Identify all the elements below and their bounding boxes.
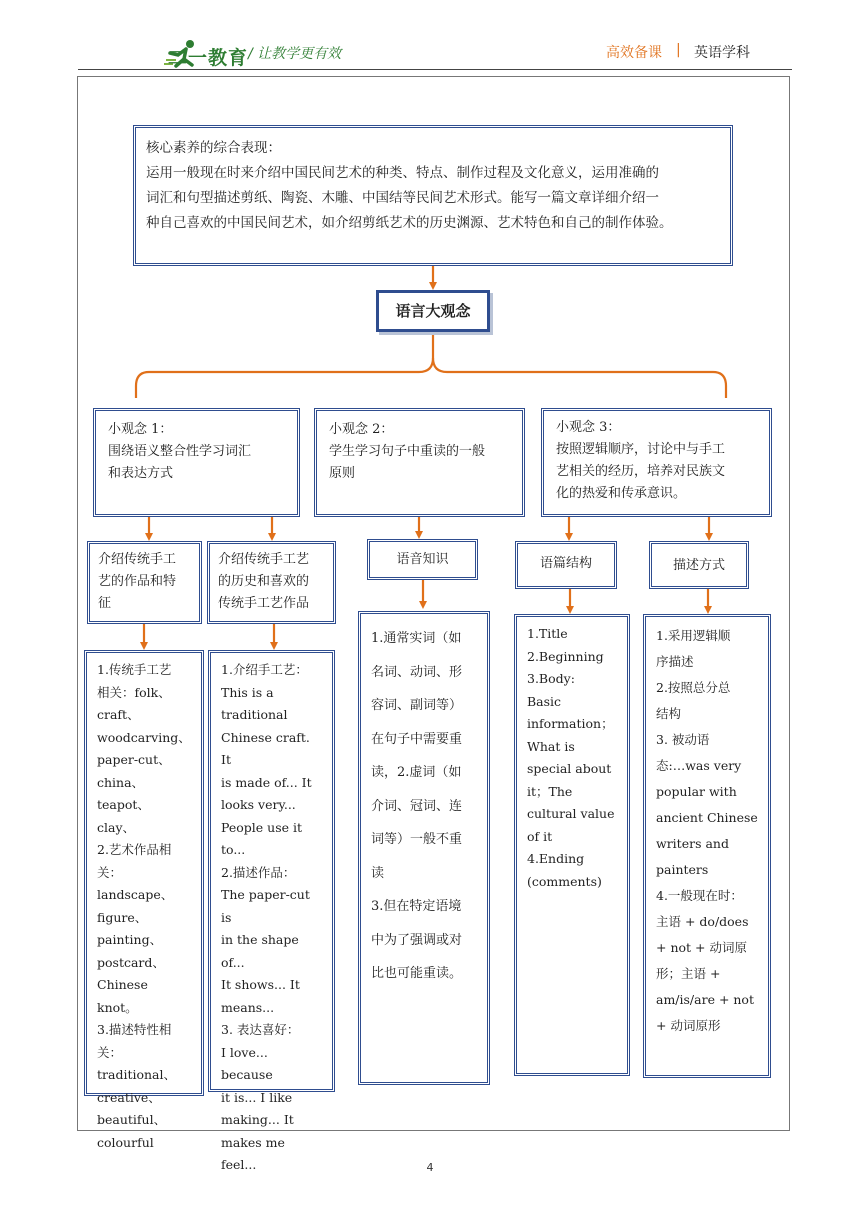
detail-stress-rules [358, 611, 490, 1085]
detail-line: painting、 [97, 932, 163, 947]
header-subject-label: 英语学科 [694, 45, 750, 61]
detail-description-methods [643, 614, 771, 1078]
category-line: 的历史和喜欢的 [218, 574, 310, 589]
detail-line: The paper-cut is [221, 887, 310, 925]
detail-line: is made of... It [221, 774, 312, 790]
category-line: 介绍传统手工艺 [218, 552, 310, 567]
detail-line: postcard、 [97, 954, 165, 970]
detail-line: 1.采用逻辑顺 [656, 628, 731, 643]
detail-line: It shows... It [221, 977, 300, 992]
sub-idea-1 [93, 408, 300, 517]
core-line-3: 种自己喜欢的中国民间艺术，如介绍剪纸艺术的历史渊源、艺术特色和自己的制作体验。 [146, 215, 673, 231]
detail-line: 1.传统手工艺 [97, 662, 172, 677]
category-line: 语篇结构 [539, 556, 592, 571]
category-line: 征 [98, 596, 112, 611]
detail-line: 3. 被动语 [656, 732, 710, 747]
detail-line: 在句子中需要重 [371, 731, 463, 747]
detail-line: 1.Title [527, 626, 568, 641]
detail-line: 相关：folk、 [97, 684, 171, 700]
detail-line: writers and [656, 836, 729, 851]
detail-line: 2.Beginning [527, 648, 604, 664]
detail-line: paper-cut、 [97, 752, 171, 767]
brand-name: 二一教育 [168, 47, 249, 69]
category-line: 传统手工艺作品 [218, 596, 310, 611]
sub-idea-2 [314, 408, 525, 517]
detail-line: it；The [527, 783, 573, 799]
core-line-1: 运用一般现在时来介绍中国民间艺术的种类、特点、制作过程及文化意义，运用准确的 [146, 165, 659, 181]
detail-line: 读，2.虚词（如 [371, 765, 462, 780]
detail-line: This is a [221, 684, 274, 700]
detail-line: 名词、动词、形 [371, 664, 463, 680]
detail-line: 1.通常实词（如 [371, 631, 462, 646]
detail-line: 词等）一般不重 [371, 832, 463, 847]
category-line: 描述方式 [672, 558, 725, 573]
brand-slogan: / 让教学更有效 [248, 46, 342, 62]
detail-line: 主语 + do/does [656, 914, 749, 929]
sub-idea-2-line: 学生学习句子中重读的一般 [329, 444, 486, 459]
detail-line: I love... because [221, 1044, 273, 1082]
detail-line: of it [527, 828, 553, 844]
sub-idea-2-line: 小观念 2： [329, 422, 394, 437]
detail-line: 态:…was very [656, 758, 742, 773]
detail-line: 2.描述作品： [221, 864, 296, 880]
detail-line: popular with [656, 784, 737, 799]
brace-right [433, 358, 726, 398]
category-line: 语音知识 [396, 552, 449, 567]
category-phonetics [367, 539, 478, 580]
detail-line: ancient Chinese [656, 810, 758, 825]
detail-line: 读 [371, 865, 385, 881]
detail-line: clay、 [97, 819, 136, 835]
sub-idea-3-line: 艺相关的经历，培养对民族文 [556, 464, 726, 479]
detail-line: 容词、副词等） [371, 698, 463, 713]
detail-line: 4.Ending [527, 851, 585, 866]
detail-line: 2.艺术作品相 [97, 842, 172, 857]
category-description-method [649, 541, 749, 589]
core-literacy-box [133, 125, 733, 266]
detail-vocabulary [84, 650, 204, 1150]
detail-line: Chinese craft. It [221, 729, 310, 767]
brace-left [136, 334, 433, 398]
sub-idea-1-line: 和表达方式 [108, 466, 174, 481]
category-line: 介绍传统手工 [98, 552, 177, 567]
detail-line: 比也可能重读。 [371, 966, 463, 981]
detail-line: 介词、冠词、连 [371, 798, 463, 814]
detail-line: it is... I like [221, 1089, 293, 1105]
detail-line: in the shape of... [221, 932, 299, 970]
detail-line: cultural value [527, 806, 615, 821]
detail-line: figure、 [97, 909, 148, 925]
detail-line: + 动词原形 [656, 1018, 721, 1033]
category-text-structure [515, 541, 617, 589]
sub-idea-3-line: 化的热爱和传承意识。 [556, 486, 687, 501]
detail-line: 4.一般现在时： [656, 888, 743, 903]
detail-line: 中为了强调或对 [371, 932, 463, 948]
detail-line: 2.按照总分总 [656, 680, 731, 695]
detail-line: What is [527, 738, 575, 754]
header-prep-label: 高效备课 [606, 45, 662, 61]
detail-line: china、teapot、 [97, 774, 150, 812]
detail-line: People use it [221, 819, 302, 835]
detail-line: 序描述 [656, 654, 694, 669]
detail-line: making... It [221, 1112, 294, 1127]
detail-text-structure [514, 614, 630, 1076]
category-line: 艺的作品和特 [98, 574, 177, 589]
core-line-2: 词汇和句型描述剪纸、陶瓷、木雕、中国结等民间艺术形式。能写一篇文章详细介绍一 [146, 190, 659, 206]
detail-line: 1.介绍手工艺： [221, 662, 308, 677]
detail-line: beautiful、 [97, 1112, 167, 1127]
sub-idea-2-line: 原则 [329, 466, 356, 481]
detail-line: means... [221, 999, 275, 1015]
detail-line: special about [527, 761, 612, 776]
detail-line: 结构 [656, 706, 682, 721]
detail-line: woodcarving、 [97, 729, 191, 745]
big-idea-box: 语言大观念 [376, 290, 490, 332]
sub-idea-1-line: 围绕语义整合性学习词汇 [108, 444, 252, 459]
header-separator: | [676, 42, 681, 58]
detail-line: (comments) [527, 873, 602, 889]
detail-line: 关：traditional、 [97, 1044, 176, 1082]
detail-line: Chinese knot。 [97, 977, 148, 1015]
detail-line: makes me feel... [221, 1134, 285, 1172]
category-history-favorites [207, 541, 336, 624]
detail-line: am/is/are + not [656, 992, 754, 1007]
sub-idea-3 [541, 408, 772, 517]
page-number: 4 [426, 1161, 434, 1174]
sub-idea-1-line: 小观念 1： [108, 422, 173, 437]
detail-line: painters [656, 862, 709, 877]
detail-line: colourful [97, 1134, 154, 1150]
detail-line: creative、 [97, 1089, 161, 1105]
sub-idea-3-line: 小观念 3： [556, 420, 621, 435]
detail-line: 形；主语 + [656, 966, 721, 981]
category-works-features [87, 541, 202, 624]
detail-sentence-patterns [208, 650, 335, 1172]
detail-line: 3. 表达喜好： [221, 1022, 300, 1037]
detail-line: information； [527, 716, 614, 731]
detail-line: Basic [527, 693, 562, 709]
core-title: 核心素养的综合表现： [146, 140, 281, 156]
detail-line: looks very... [221, 797, 296, 812]
detail-line: 3.描述特性相 [97, 1022, 172, 1037]
detail-line: + not + 动词原 [656, 940, 747, 955]
detail-line: 3.Body: [527, 671, 575, 686]
detail-line: traditional [221, 707, 288, 722]
detail-line: 关：landscape、 [97, 864, 174, 902]
detail-line: craft、 [97, 707, 140, 722]
sub-idea-3-line: 按照逻辑顺序，讨论中与手工 [556, 442, 726, 457]
detail-line: to... [221, 842, 246, 857]
detail-line: 3.但在特定语境 [371, 899, 462, 914]
